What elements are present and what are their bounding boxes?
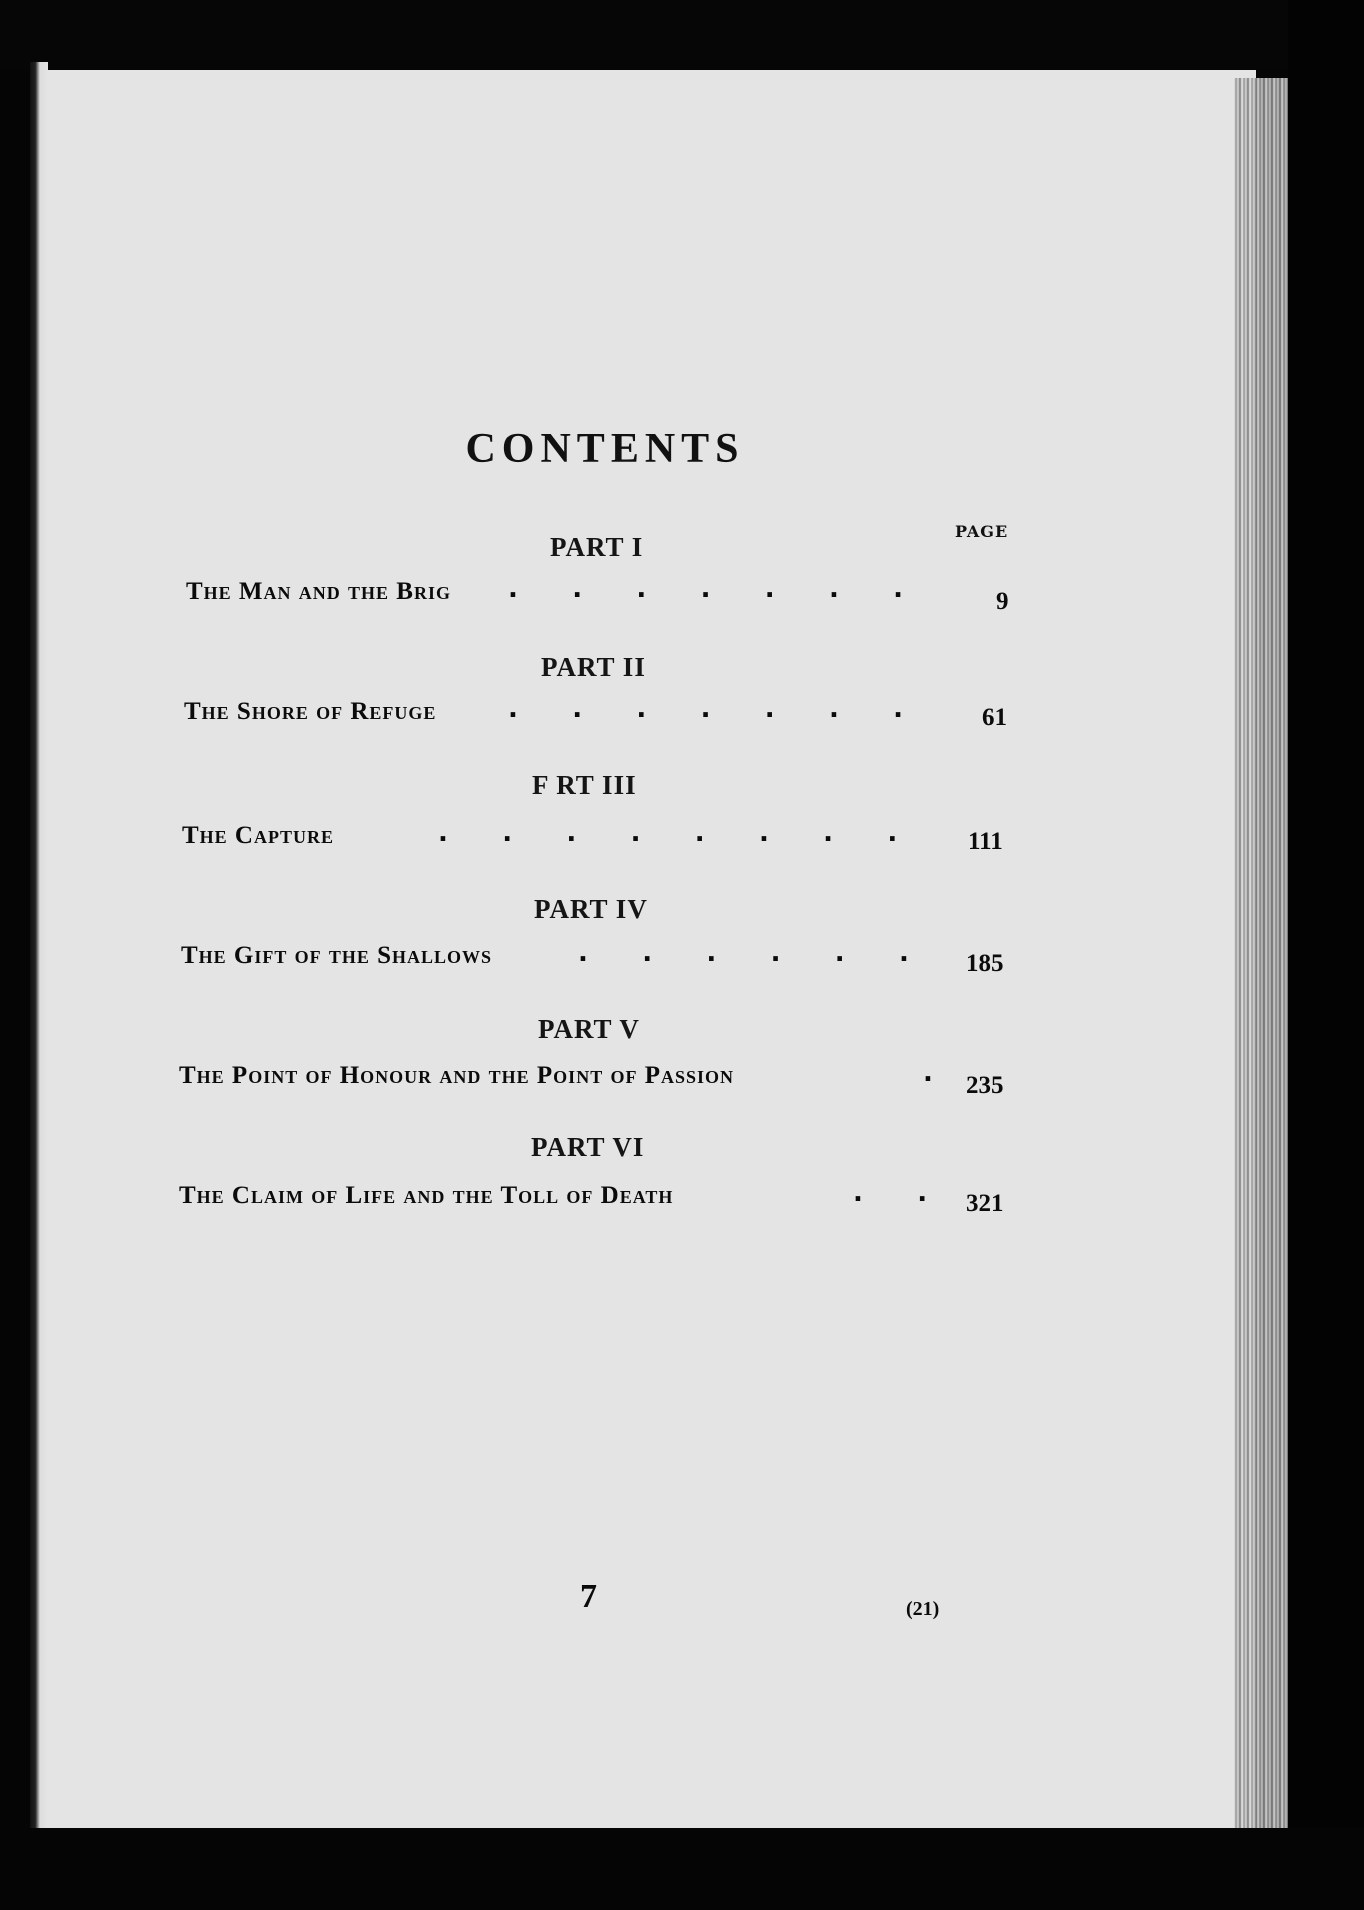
page-ref: 111: [968, 828, 1003, 855]
leader-dots: . . . . . . .: [508, 694, 904, 724]
page-ref: 61: [982, 704, 1007, 731]
part-label: PART VI: [531, 1132, 645, 1162]
signature-mark: (21): [906, 1598, 940, 1620]
chapter-title: The Claim of Life and the Toll of Death: [179, 1182, 674, 1209]
leader-dots: . . . . . . . .: [438, 818, 898, 848]
page-column-header: PAGE: [955, 522, 1009, 541]
scan-top-border: [0, 0, 1364, 70]
page-edges: [1234, 78, 1288, 1830]
chapter-title: The Point of Honour and the Point of Passion: [179, 1062, 734, 1089]
page-ref: 235: [966, 1072, 1004, 1099]
part-label: PART II: [541, 652, 646, 682]
page-ref: 321: [966, 1190, 1004, 1217]
chapter-title: The Shore of Refuge: [184, 698, 437, 725]
scan-bottom-border: [0, 1828, 1364, 1910]
page-ref: 185: [966, 950, 1004, 977]
chapter-title: The Capture: [182, 822, 334, 849]
scan-right-border: [1288, 0, 1364, 1910]
leader-dots: .: [923, 1058, 933, 1088]
book-gutter: [30, 62, 48, 1832]
leader-dots: . .: [853, 1178, 928, 1208]
part-label: PART IV: [534, 894, 648, 924]
part-label: F RT III: [532, 770, 637, 800]
page-ref: 9: [996, 588, 1009, 615]
page-number: 7: [580, 1578, 597, 1615]
leader-dots: . . . . . .: [578, 938, 909, 968]
part-label: PART V: [538, 1014, 640, 1044]
part-label: PART I: [550, 532, 644, 562]
chapter-title: The Man and the Brig: [186, 578, 451, 605]
chapter-title: The Gift of the Shallows: [181, 942, 493, 969]
leader-dots: . . . . . . .: [508, 574, 904, 604]
contents-heading: CONTENTS: [465, 426, 745, 472]
